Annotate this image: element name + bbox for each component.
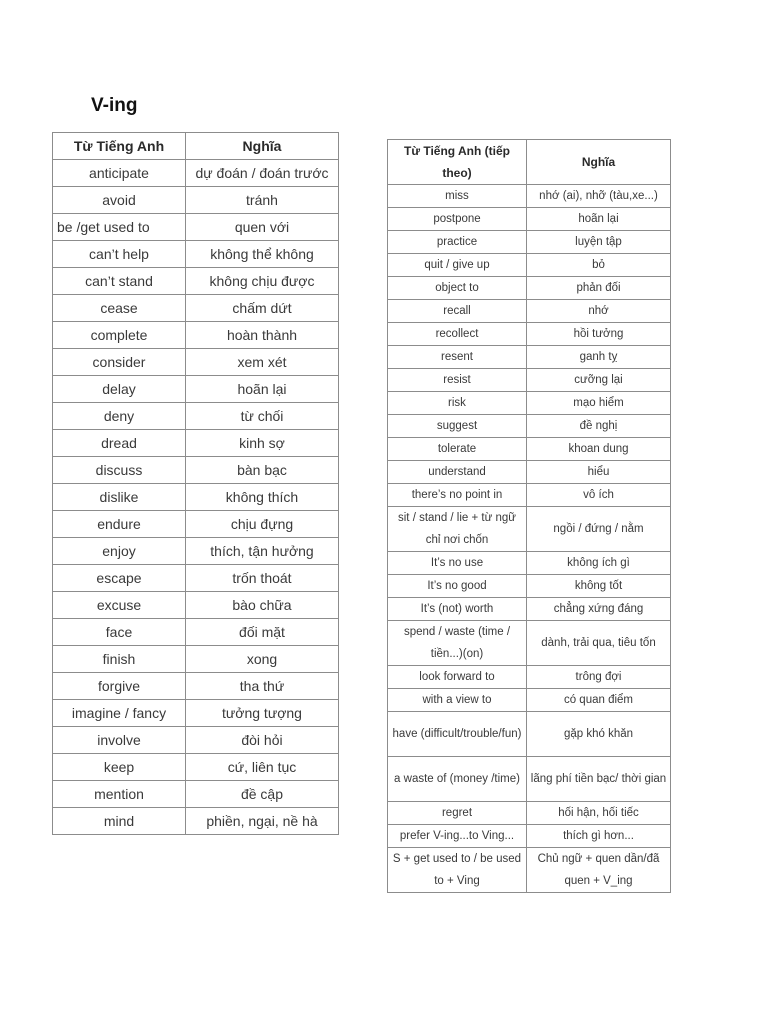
table-row xyxy=(53,187,339,214)
cell-english: can’t help xyxy=(53,241,186,268)
cell-english: recollect xyxy=(388,323,527,346)
table-row xyxy=(53,538,339,565)
table-row xyxy=(388,369,671,392)
table-row xyxy=(388,323,671,346)
cell-meaning: phản đối xyxy=(527,277,671,300)
cell-english: excuse xyxy=(53,592,186,619)
cell-meaning: tưởng tượng xyxy=(186,700,339,727)
cell-meaning: xem xét xyxy=(186,349,339,376)
table-row xyxy=(388,277,671,300)
table-row xyxy=(388,552,671,575)
table-row xyxy=(388,415,671,438)
cell-meaning: dành, trải qua, tiêu tốn xyxy=(527,621,671,666)
table-row xyxy=(53,565,339,592)
cell-english: regret xyxy=(388,802,527,825)
cell-meaning: bỏ xyxy=(527,254,671,277)
cell-meaning: hoãn lại xyxy=(186,376,339,403)
cell-meaning: không thích xyxy=(186,484,339,511)
table-row xyxy=(53,484,339,511)
cell-meaning: hối hận, hối tiếc xyxy=(527,802,671,825)
cell-english: recall xyxy=(388,300,527,323)
cell-meaning: không thể không xyxy=(186,241,339,268)
verb-table-2 xyxy=(387,139,671,893)
table-row xyxy=(53,646,339,673)
cell-english: keep xyxy=(53,754,186,781)
table-row xyxy=(388,461,671,484)
cell-meaning: nhớ (ai), nhỡ (tàu,xe...) xyxy=(527,185,671,208)
cell-meaning: tránh xyxy=(186,187,339,214)
table-row xyxy=(53,295,339,322)
cell-english: endure xyxy=(53,511,186,538)
table-row xyxy=(388,185,671,208)
cell-meaning: nhớ xyxy=(527,300,671,323)
cell-english: consider xyxy=(53,349,186,376)
cell-english: It’s (not) worth xyxy=(388,598,527,621)
cell-meaning: thích gì hơn... xyxy=(527,825,671,848)
cell-english: S + get used to / be used to + Ving xyxy=(388,848,527,893)
cell-english: a waste of (money /time) xyxy=(388,757,527,802)
table-row xyxy=(53,349,339,376)
table-row xyxy=(388,712,671,757)
cell-english: cease xyxy=(53,295,186,322)
cell-english: resent xyxy=(388,346,527,369)
table-row xyxy=(53,781,339,808)
table-row xyxy=(388,231,671,254)
cell-meaning: trốn thoát xyxy=(186,565,339,592)
cell-meaning: vô ích xyxy=(527,484,671,507)
cell-english: enjoy xyxy=(53,538,186,565)
cell-meaning: phiền, ngại, nề hà xyxy=(186,808,339,835)
table-row xyxy=(388,621,671,666)
cell-english: It’s no good xyxy=(388,575,527,598)
cell-meaning: chịu đựng xyxy=(186,511,339,538)
cell-english: postpone xyxy=(388,208,527,231)
cell-english: delay xyxy=(53,376,186,403)
cell-english: there’s no point in xyxy=(388,484,527,507)
table-row xyxy=(53,808,339,835)
cell-english: face xyxy=(53,619,186,646)
cell-english: finish xyxy=(53,646,186,673)
table-row xyxy=(53,376,339,403)
cell-meaning: ganh tỵ xyxy=(527,346,671,369)
cell-english: prefer V-ing...to Ving... xyxy=(388,825,527,848)
cell-english: mind xyxy=(53,808,186,835)
page-title: V-ing xyxy=(91,95,138,116)
cell-english: It’s no use xyxy=(388,552,527,575)
table-row xyxy=(53,511,339,538)
cell-meaning: kinh sợ xyxy=(186,430,339,457)
cell-english: deny xyxy=(53,403,186,430)
cell-meaning: không ích gì xyxy=(527,552,671,575)
table-row xyxy=(53,727,339,754)
cell-english: have (difficult/trouble/fun) xyxy=(388,712,527,757)
cell-meaning: bàn bạc xyxy=(186,457,339,484)
table-row xyxy=(388,208,671,231)
cell-english: understand xyxy=(388,461,527,484)
header-english: Từ Tiếng Anh xyxy=(53,133,186,160)
cell-english: complete xyxy=(53,322,186,349)
cell-english: can’t stand xyxy=(53,268,186,295)
cell-english: tolerate xyxy=(388,438,527,461)
table-row xyxy=(53,403,339,430)
cell-meaning: chấm dứt xyxy=(186,295,339,322)
table-row xyxy=(53,700,339,727)
cell-meaning: thích, tận hưởng xyxy=(186,538,339,565)
cell-meaning: không chịu được xyxy=(186,268,339,295)
table-row xyxy=(53,754,339,781)
table-row xyxy=(388,484,671,507)
cell-meaning: có quan điểm xyxy=(527,689,671,712)
table-row xyxy=(53,457,339,484)
cell-meaning: hoàn thành xyxy=(186,322,339,349)
cell-english: involve xyxy=(53,727,186,754)
cell-english: sit / stand / lie + từ ngữ chỉ nơi chốn xyxy=(388,507,527,552)
cell-english: escape xyxy=(53,565,186,592)
table-row xyxy=(53,241,339,268)
table-row xyxy=(53,322,339,349)
table-row xyxy=(53,268,339,295)
cell-meaning: luyện tập xyxy=(527,231,671,254)
cell-meaning: hoãn lại xyxy=(527,208,671,231)
cell-english: object to xyxy=(388,277,527,300)
header-meaning: Nghĩa xyxy=(186,133,339,160)
table-row xyxy=(53,619,339,646)
cell-english: spend / waste (time / tiền...)(on) xyxy=(388,621,527,666)
cell-meaning: đề cập xyxy=(186,781,339,808)
cell-meaning: từ chối xyxy=(186,403,339,430)
cell-english: with a view to xyxy=(388,689,527,712)
cell-meaning: Chủ ngữ + quen dần/đã quen + V_ing xyxy=(527,848,671,893)
table-row xyxy=(388,802,671,825)
cell-english: suggest xyxy=(388,415,527,438)
cell-meaning: xong xyxy=(186,646,339,673)
cell-meaning: ngồi / đứng / nằm xyxy=(527,507,671,552)
table-row xyxy=(388,666,671,689)
cell-english: risk xyxy=(388,392,527,415)
table-header-row xyxy=(388,140,671,185)
cell-meaning: đối mặt xyxy=(186,619,339,646)
table-row xyxy=(388,598,671,621)
cell-english: avoid xyxy=(53,187,186,214)
table-row xyxy=(388,689,671,712)
cell-english: practice xyxy=(388,231,527,254)
cell-meaning: khoan dung xyxy=(527,438,671,461)
table-row xyxy=(388,848,671,893)
cell-english: look forward to xyxy=(388,666,527,689)
table-row xyxy=(388,825,671,848)
cell-meaning: gặp khó khăn xyxy=(527,712,671,757)
table-row xyxy=(388,575,671,598)
cell-meaning: chẳng xứng đáng xyxy=(527,598,671,621)
cell-english: miss xyxy=(388,185,527,208)
table-row xyxy=(388,757,671,802)
table-row xyxy=(53,214,339,241)
header-meaning: Nghĩa xyxy=(527,140,671,185)
cell-meaning: quen với xyxy=(186,214,339,241)
cell-english: mention xyxy=(53,781,186,808)
header-english: Từ Tiếng Anh (tiếp theo) xyxy=(388,140,527,185)
table-row xyxy=(388,346,671,369)
table-row xyxy=(53,673,339,700)
cell-english: dread xyxy=(53,430,186,457)
cell-meaning: trông đợi xyxy=(527,666,671,689)
cell-meaning: không tốt xyxy=(527,575,671,598)
cell-meaning: đòi hỏi xyxy=(186,727,339,754)
table-row xyxy=(388,507,671,552)
table-row xyxy=(388,392,671,415)
cell-english: discuss xyxy=(53,457,186,484)
table-row xyxy=(388,300,671,323)
verb-table-1 xyxy=(52,132,339,835)
cell-meaning: hồi tưởng xyxy=(527,323,671,346)
cell-english: anticipate xyxy=(53,160,186,187)
cell-meaning: cứ, liên tục xyxy=(186,754,339,781)
cell-meaning: dự đoán / đoán trước xyxy=(186,160,339,187)
table-row xyxy=(53,430,339,457)
cell-english: imagine / fancy xyxy=(53,700,186,727)
table-row xyxy=(53,592,339,619)
table-row xyxy=(388,254,671,277)
cell-meaning: tha thứ xyxy=(186,673,339,700)
cell-meaning: cưỡng lại xyxy=(527,369,671,392)
cell-english: forgive xyxy=(53,673,186,700)
table-row xyxy=(388,438,671,461)
table-header-row xyxy=(53,133,339,160)
cell-english: quit / give up xyxy=(388,254,527,277)
cell-meaning: hiểu xyxy=(527,461,671,484)
cell-english: be /get used to xyxy=(53,214,186,241)
table-row xyxy=(53,160,339,187)
cell-meaning: đề nghị xyxy=(527,415,671,438)
cell-english: dislike xyxy=(53,484,186,511)
cell-meaning: mạo hiểm xyxy=(527,392,671,415)
cell-meaning: lãng phí tiền bạc/ thời gian xyxy=(527,757,671,802)
cell-english: resist xyxy=(388,369,527,392)
cell-meaning: bào chữa xyxy=(186,592,339,619)
